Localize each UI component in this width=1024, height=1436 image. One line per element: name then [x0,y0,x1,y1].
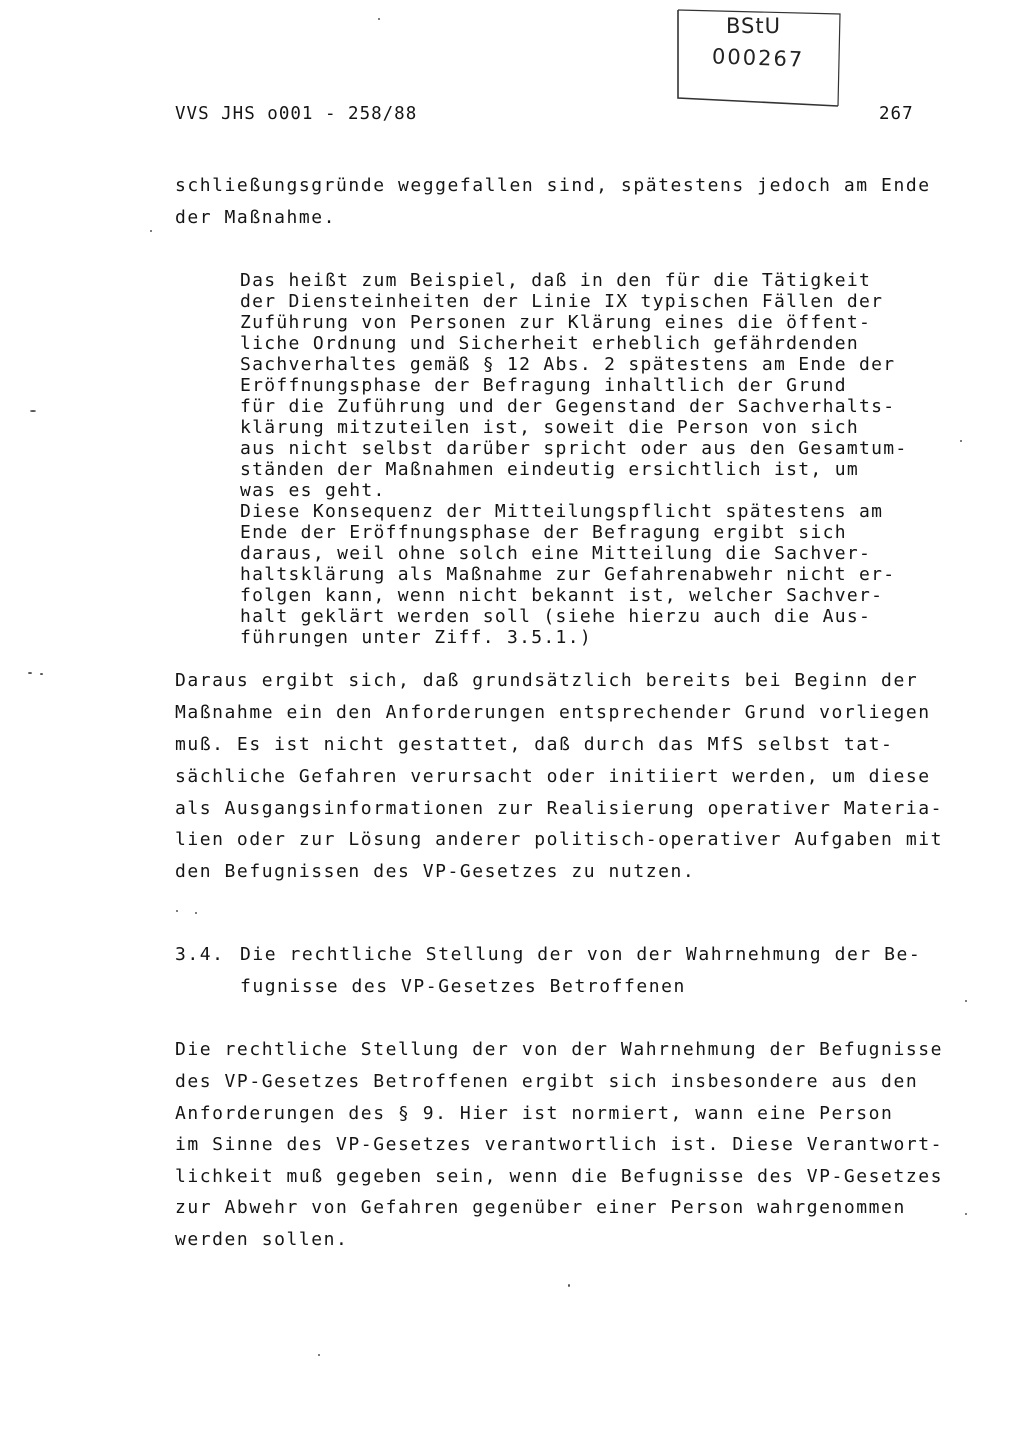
paragraph2-line: Maßnahme ein den Anforderungen entsprechender Grund vorliegen [175,702,931,723]
page-number: 267 [879,104,914,124]
section-number: 3.4. [175,944,225,965]
paragraph2-line: lien oder zur Lösung anderer politisch-operativer Aufgaben mit [175,829,943,850]
scan-speck [40,673,43,675]
indented-line: haltsklärung als Maßnahme zur Gefahrenabwehr nicht er- [240,564,896,585]
indented-line: liche Ordnung und Sicherheit erheblich gefährdenden [240,333,859,354]
indented-line: daraus, weil ohne solch eine Mitteilung die Sachver- [240,543,872,564]
indented-line: Eröffnungsphase der Befragung inhaltlich der Grund [240,375,847,396]
indented-line: Sachverhaltes gemäß § 12 Abs. 2 spätestens am Ende der [240,354,896,375]
scan-speck [30,410,36,412]
indented-line: Diese Konsequenz der Mitteilungspflicht spätestens am [240,501,884,522]
scan-speck [960,440,962,442]
indented-line: ständen der Maßnahmen eindeutig ersichtlich ist, um [240,459,859,480]
indented-line: Zuführung von Personen zur Klärung eines die öffent- [240,312,872,333]
paragraph3-line: zur Abwehr von Gefahren gegenüber einer Person wahrgenommen [175,1197,906,1218]
scan-speck [150,230,152,232]
indented-line: für die Zuführung und der Gegenstand der Sachverhalts- [240,396,896,417]
scan-speck [378,18,380,20]
scan-speck [318,1354,320,1356]
scan-speck [965,1213,967,1215]
indented-line: aus nicht selbst darüber spricht oder aus den Gesamtum- [240,438,908,459]
paragraph3-line: lichkeit muß gegeben sein, wenn die Befugnisse des VP-Gesetzes [175,1166,943,1187]
scan-speck [195,912,197,914]
paragraph2-line: Daraus ergibt sich, daß grundsätzlich bereits bei Beginn der [175,670,919,691]
scan-speck [28,672,32,674]
document-reference: VVS JHS o001 - 258/88 [175,104,418,124]
paragraph2-line: als Ausgangsinformationen zur Realisierung operativer Materia- [175,798,943,819]
paragraph3-line: im Sinne des VP-Gesetzes verantwortlich ist. Diese Verantwort- [175,1134,943,1155]
paragraph1-line: der Maßnahme. [175,207,337,228]
indented-line: der Diensteinheiten der Linie IX typischen Fällen der [240,291,884,312]
scan-speck [176,910,178,912]
paragraph2-line: muß. Es ist nicht gestattet, daß durch das MfS selbst tat- [175,734,894,755]
paragraph3-line: werden sollen. [175,1229,349,1250]
paragraph3-line: des VP-Gesetzes Betroffenen ergibt sich insbesondere aus den [175,1071,919,1092]
paragraph2-line: sächliche Gefahren verursacht oder initiiert werden, um diese [175,766,931,787]
indented-line: was es geht. [240,480,386,501]
stamp-archive-number: 000267 [711,44,805,72]
archive-stamp [674,8,842,108]
paragraph2-line: den Befugnissen des VP-Gesetzes zu nutzen. [175,861,696,882]
stamp-archive-name: BStU [726,14,781,38]
paragraph1-line: schließungsgründe weggefallen sind, spätestens jedoch am Ende [175,175,931,196]
indented-line: klärung mitzuteilen ist, soweit die Person von sich [240,417,859,438]
section-title-line: fugnisse des VP-Gesetzes Betroffenen [240,976,686,997]
scan-speck [568,1284,570,1287]
paragraph3-line: Anforderungen des § 9. Hier ist normiert, wann eine Person [175,1103,894,1124]
scan-speck [965,1000,967,1002]
indented-line: Ende der Eröffnungsphase der Befragung ergibt sich [240,522,847,543]
section-title-line: Die rechtliche Stellung der von der Wahrnehmung der Be- [240,944,922,965]
paragraph3-line: Die rechtliche Stellung der von der Wahrnehmung der Befugnisse [175,1039,943,1060]
indented-line: halt geklärt werden soll (siehe hierzu auch die Aus- [240,606,872,627]
indented-line: führungen unter Ziff. 3.5.1.) [240,627,592,648]
indented-line: folgen kann, wenn nicht bekannt ist, welcher Sachver- [240,585,884,606]
indented-line: Das heißt zum Beispiel, daß in den für die Tätigkeit [240,270,872,291]
